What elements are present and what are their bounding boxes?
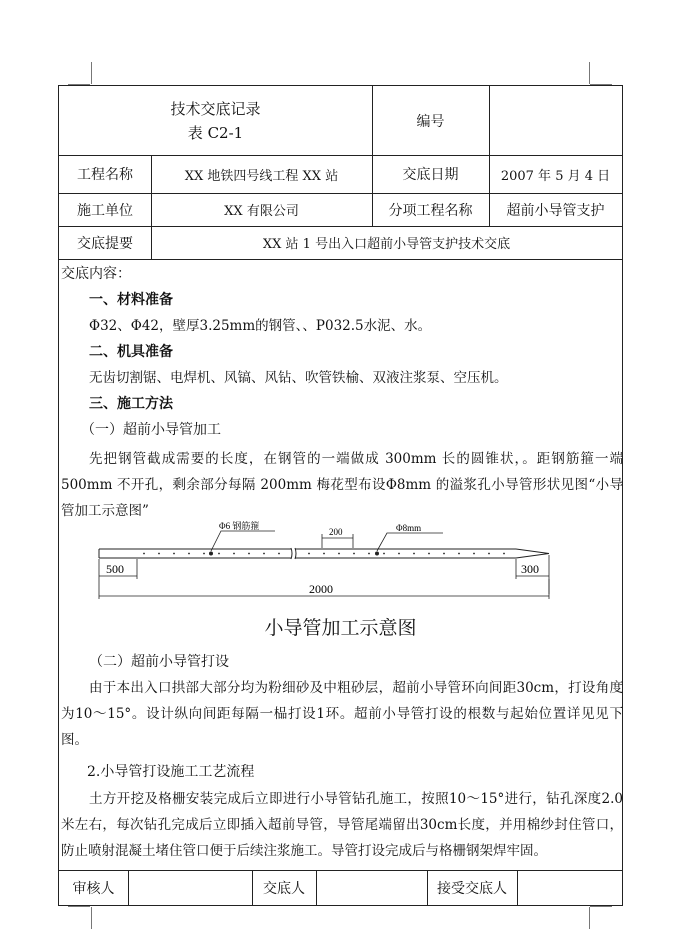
- subsection-process-title: 2.小导管打设施工工艺流程: [87, 764, 255, 780]
- construction-unit-label: 施工单位: [77, 202, 133, 219]
- receiver-value: [517, 870, 622, 905]
- processing-paragraph: 先把钢管截成需要的长度，在钢管的一端做成 300mm 长的圆锥状，。距钢筋箍一端 500mm 不开孔，剩余部分每隔 200mm 梅花型布设Φ8mm 的溢浆孔小导管形状见图“小导管加工示意图”: [61, 451, 623, 519]
- number-label: 编号: [416, 113, 445, 130]
- figure-label-rebar: Φ6 钢筋箍: [219, 521, 260, 531]
- discloser-value: [316, 870, 427, 905]
- crop-mark: [589, 907, 590, 929]
- sub-project-label: 分项工程名称: [388, 202, 473, 219]
- crop-mark: [590, 906, 612, 907]
- crop-mark: [91, 907, 92, 929]
- sub-project-value: 超前小导管支护: [506, 202, 605, 219]
- number-value: [489, 86, 622, 155]
- form-title: 技术交底记录: [170, 99, 261, 118]
- discloser-label: 交底人: [263, 880, 305, 897]
- figure-dim-500: 500: [106, 562, 124, 576]
- crop-mark: [91, 62, 92, 84]
- figure-dim-2000: 2000: [309, 582, 333, 596]
- summary-value: XX 站 1 号出入口超前小导管支护技术交底: [262, 237, 511, 252]
- content-intro: 交底内容：: [61, 266, 131, 282]
- reviewer-value: [128, 870, 252, 905]
- figure-dim-300: 300: [521, 562, 539, 576]
- reviewer-label: 审核人: [72, 880, 115, 897]
- disclosure-form: [58, 85, 623, 906]
- subsection-driving-title: （二）超前小导管打设: [89, 654, 229, 670]
- section-equipment-title: 二、机具准备: [89, 344, 173, 360]
- construction-unit-value: XX 有限公司: [224, 204, 299, 219]
- subsection-processing-title: （一）超前小导管加工: [81, 422, 221, 438]
- process-paragraph: 土方开挖及格栅安装完成后立即进行小导管钻孔施工，按照10～15°进行，钻孔深度2.0米左右，每次钻孔完成后立即插入超前导管，导管尾端留出30cm长度，并用棉纱封住管口，防止喷射混凝土堵住管口便于后续注浆施工。导管打设完成后与格栅钢架焊牢固。: [61, 791, 623, 859]
- table-number: 表 C2-1: [187, 123, 244, 142]
- section-equipment-text: 无齿切割锯、电焊机、风镐、风钻、吹管铁榆、双液注浆泵、空压机。: [89, 370, 508, 386]
- project-name-value: XX 地铁四号线工程 XX 站: [184, 168, 339, 184]
- pipe-processing-diagram: [59, 519, 622, 619]
- section-materials-text: Φ32、Φ42，壁厚3.25mm的钢管、、P032.5水泥、水。: [89, 318, 432, 334]
- driving-paragraph: 由于本出入口拱部大部分均为粉细砂及中粗砂层，超前小导管环向间距30cm，打设角度为10～15°。设计纵向间距每隔一榀打设1环。超前小导管打设的根数与起始位置详见见下图。: [61, 680, 623, 748]
- form-header: [59, 86, 372, 155]
- figure-caption: 小导管加工示意图: [264, 617, 417, 639]
- crop-mark: [589, 62, 590, 84]
- crop-mark: [68, 906, 90, 907]
- disclosure-date-value: 2007 年 5 月 4 日: [500, 168, 611, 184]
- figure-label-hole: Φ8mm: [396, 523, 422, 533]
- project-name-label: 工程名称: [77, 167, 133, 183]
- disclosure-date-label: 交底日期: [402, 167, 459, 183]
- section-method-title: 三、施工方法: [89, 396, 173, 412]
- figure-label-spacing: 200: [329, 527, 343, 537]
- summary-label: 交底提要: [77, 235, 133, 252]
- section-materials-title: 一、材料准备: [89, 292, 173, 308]
- receiver-label: 接受交底人: [437, 880, 507, 897]
